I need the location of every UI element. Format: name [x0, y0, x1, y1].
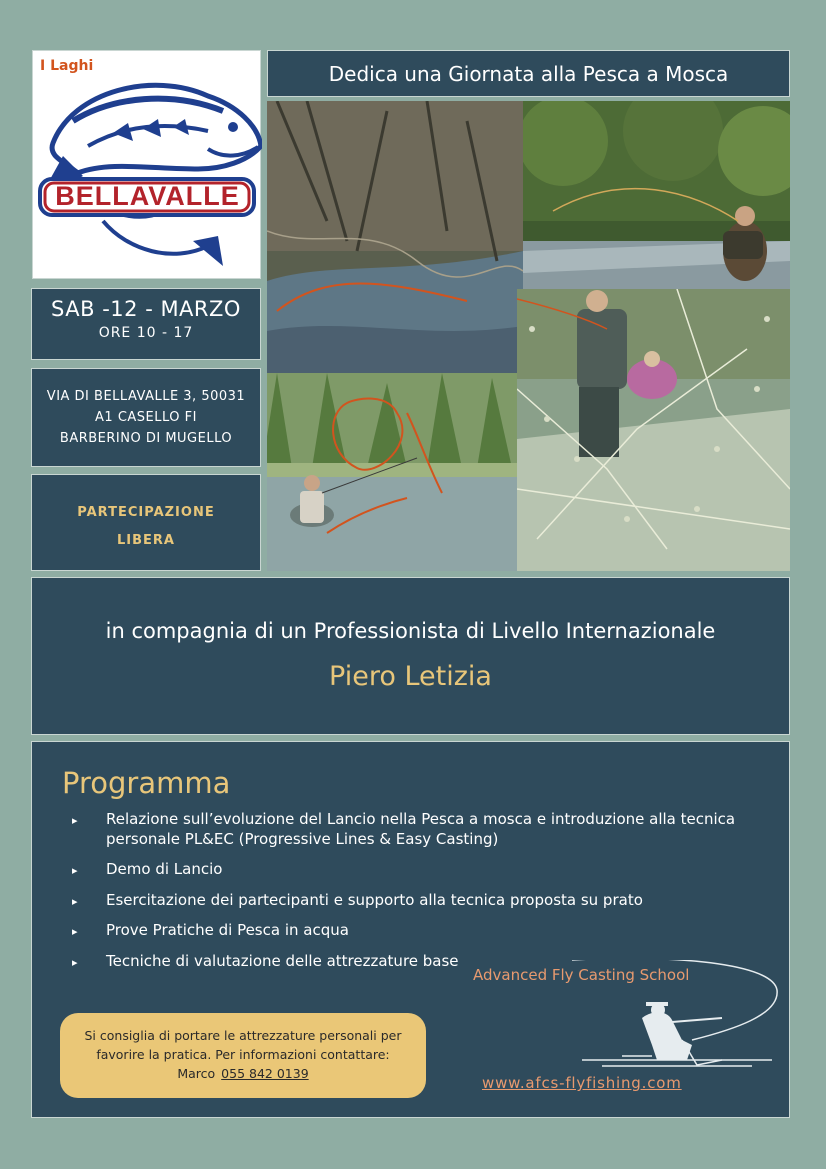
note-contact: [60, 1064, 426, 1083]
date-box: [31, 288, 261, 360]
photo-fisherman-bushes: [517, 289, 790, 571]
program-item-text: Relazione sull’evoluzione del Lancio nella Pesca a mosca e introduzione alla tecnica personale PL&EC (Progressive Lines & Easy Casting): [106, 810, 736, 848]
program-item: [72, 891, 762, 911]
guest-name: Piero Letizia: [329, 661, 492, 692]
bullet-icon: ▸: [72, 894, 78, 908]
logo-top-text: I Laghi: [40, 58, 94, 74]
program-item: [72, 860, 762, 880]
note-line-1: Si consiglia di portare le attrezzature personali per: [84, 1028, 402, 1043]
bellavalle-logo: [32, 50, 261, 279]
bullet-icon: ▸: [72, 955, 78, 969]
bullet-icon: ▸: [72, 814, 78, 827]
logo-brand-text: BELLAVALLE: [55, 181, 240, 211]
photo-riverbank: [267, 101, 523, 373]
event-date: SAB -12 - MARZO: [51, 297, 241, 321]
address-box: [31, 368, 261, 467]
contact-name: Marco: [177, 1066, 216, 1081]
program-item-text: Demo di Lancio: [106, 860, 223, 878]
program-item: [72, 921, 762, 941]
address-line-2: A1 CASELLO FI: [95, 410, 197, 425]
header-banner-text: Dedica una Giornata alla Pesca a Mosca: [328, 62, 729, 86]
program-box: [31, 741, 790, 1118]
header-banner: [267, 50, 790, 97]
address-line-1: VIA DI BELLAVALLE 3, 50031: [46, 389, 246, 404]
photo-wading-fisherman: [267, 373, 517, 571]
school-name: Advanced Fly Casting School: [473, 966, 690, 984]
contact-phone-link[interactable]: 055 842 0139: [221, 1066, 309, 1081]
event-hours: ORE 10 - 17: [98, 325, 194, 341]
participation-line-1: PARTECIPAZIONE: [77, 505, 215, 520]
school-website-link[interactable]: www.afcs-flyfishing.com: [482, 1074, 682, 1092]
address-line-3: BARBERINO DI MUGELLO: [59, 431, 233, 446]
program-item: [72, 810, 762, 849]
program-list: [72, 810, 762, 982]
photo-fisherman-backpack: [523, 101, 790, 289]
guest-box: [31, 577, 790, 735]
program-item-text: Tecniche di valutazione delle attrezzature base: [106, 951, 459, 970]
bullet-icon: ▸: [72, 864, 78, 877]
photo-collage: [267, 101, 790, 571]
trout-logo-icon: [33, 51, 262, 280]
guest-tagline: in compagnia di un Professionista di Livello Internazionale: [105, 619, 716, 643]
program-item-text: Prove Pratiche di Pesca in acqua: [106, 921, 349, 939]
note-line-2: favorire la pratica. Per informazioni contattare:: [96, 1047, 390, 1062]
program-item-text: Esercitazione dei partecipanti e supporto alla tecnica proposta su prato: [106, 890, 643, 909]
info-note: [60, 1013, 426, 1098]
participation-line-2: LIBERA: [117, 533, 175, 548]
program-title: Programma: [62, 766, 231, 800]
participation-box: [31, 474, 261, 571]
bullet-icon: ▸: [72, 925, 78, 938]
